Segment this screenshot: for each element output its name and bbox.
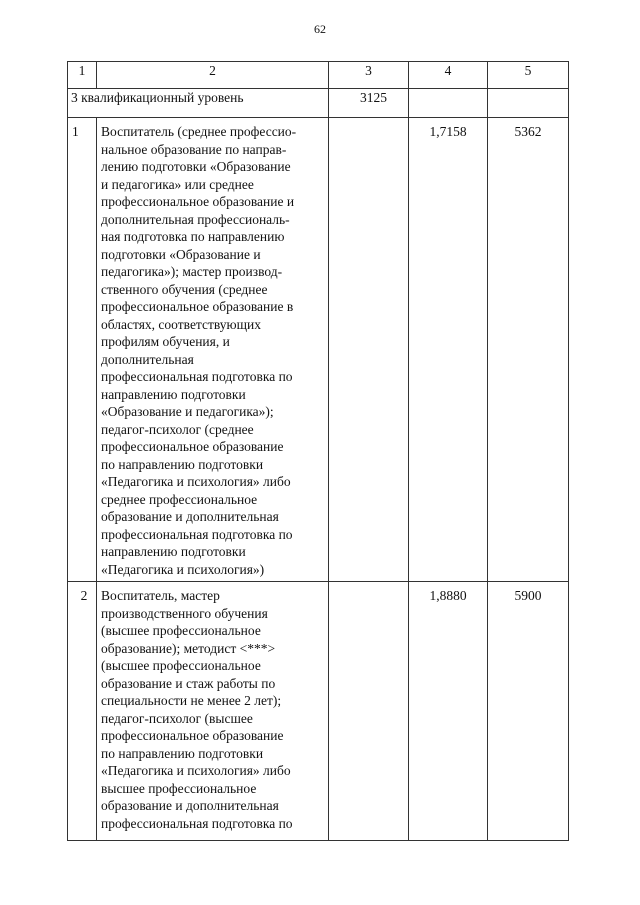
description-line: образование); методист <***> — [101, 640, 276, 656]
description-line: профессиональное образование — [101, 439, 284, 454]
salary-amount: 5362 — [488, 118, 569, 582]
empty-cell — [409, 89, 488, 118]
header-cell-5: 5 — [488, 62, 569, 89]
description-line: областях, соответствующих — [101, 316, 262, 332]
table-row — [68, 118, 569, 582]
page-number: 62 — [314, 22, 326, 36]
description-line: образование и дополнительная — [101, 798, 279, 813]
empty-cell — [329, 582, 409, 841]
salary-coefficient: 1,8880 — [409, 582, 488, 841]
description-line: Воспитатель, мастер — [101, 588, 220, 603]
description-line: высшее профессиональное — [101, 780, 257, 796]
description-line: профессиональная подготовка по — [101, 815, 293, 831]
qualification-level-row — [68, 89, 569, 118]
description-line: производственного обучения — [101, 605, 268, 621]
description-line: профессиональное образование в — [101, 299, 294, 314]
position-description — [97, 582, 329, 841]
description-line: дополнительная профессиональ- — [101, 211, 290, 227]
description-line: образование и дополнительная — [101, 509, 279, 524]
description-line: педагогика»); мастер производ- — [101, 264, 283, 279]
empty-cell — [488, 89, 569, 118]
description-line: специальности не менее 2 лет); — [101, 693, 282, 708]
description-line: профессиональное образование — [101, 728, 284, 743]
description-line: педагог-психолог (высшее — [101, 710, 253, 726]
description-line: нальное образование по направ- — [101, 141, 287, 157]
description-line: педагог-психолог (среднее — [101, 421, 254, 437]
description-line: профессиональная подготовка по — [101, 526, 293, 542]
position-description — [97, 118, 329, 582]
description-line: образование и стаж работы по — [101, 675, 276, 691]
description-line: «Педагогика и психология» либо — [101, 474, 291, 489]
row-number: 2 — [68, 582, 97, 841]
description-line: «Педагогика и психология» либо — [101, 763, 291, 778]
salary-amount: 5900 — [488, 582, 569, 841]
description-line: направлению подготовки — [101, 544, 246, 559]
description-line: (высшее профессиональное — [101, 623, 261, 638]
description-line: «Образование и педагогика»); — [101, 404, 274, 419]
description-line: «Педагогика и психология») — [101, 561, 265, 577]
qualification-table — [67, 61, 569, 841]
table-row — [68, 582, 569, 841]
description-line: по направлению подготовки — [101, 745, 264, 761]
qualification-level-label: 3 квалификационный уровень — [68, 89, 329, 118]
description-line: дополнительная — [101, 351, 194, 367]
header-cell-4: 4 — [409, 62, 488, 89]
description-line: и педагогика» или среднее — [101, 176, 254, 192]
empty-cell — [329, 118, 409, 582]
description-line: профессиональная подготовка по — [101, 369, 293, 384]
qualification-level-base-salary: 3125 — [329, 89, 409, 118]
description-line: подготовки «Образование и — [101, 246, 261, 262]
description-line: среднее профессиональное — [101, 491, 258, 507]
description-line: профессиональное образование и — [101, 194, 295, 209]
salary-coefficient: 1,7158 — [409, 118, 488, 582]
description-line: направлению подготовки — [101, 386, 246, 402]
row-number: 1 — [68, 118, 97, 582]
description-line: ственного обучения (среднее — [101, 281, 268, 297]
header-cell-1: 1 — [68, 62, 97, 89]
description-line: лению подготовки «Образование — [101, 159, 291, 174]
table-header-row — [68, 62, 569, 89]
description-line: Воспитатель (среднее профессио- — [101, 124, 297, 139]
header-cell-2: 2 — [97, 62, 329, 89]
description-line: (высшее профессиональное — [101, 658, 261, 673]
description-line: профилям обучения, и — [101, 334, 230, 349]
header-cell-3: 3 — [329, 62, 409, 89]
description-line: по направлению подготовки — [101, 456, 264, 472]
description-line: ная подготовка по направлению — [101, 229, 285, 244]
